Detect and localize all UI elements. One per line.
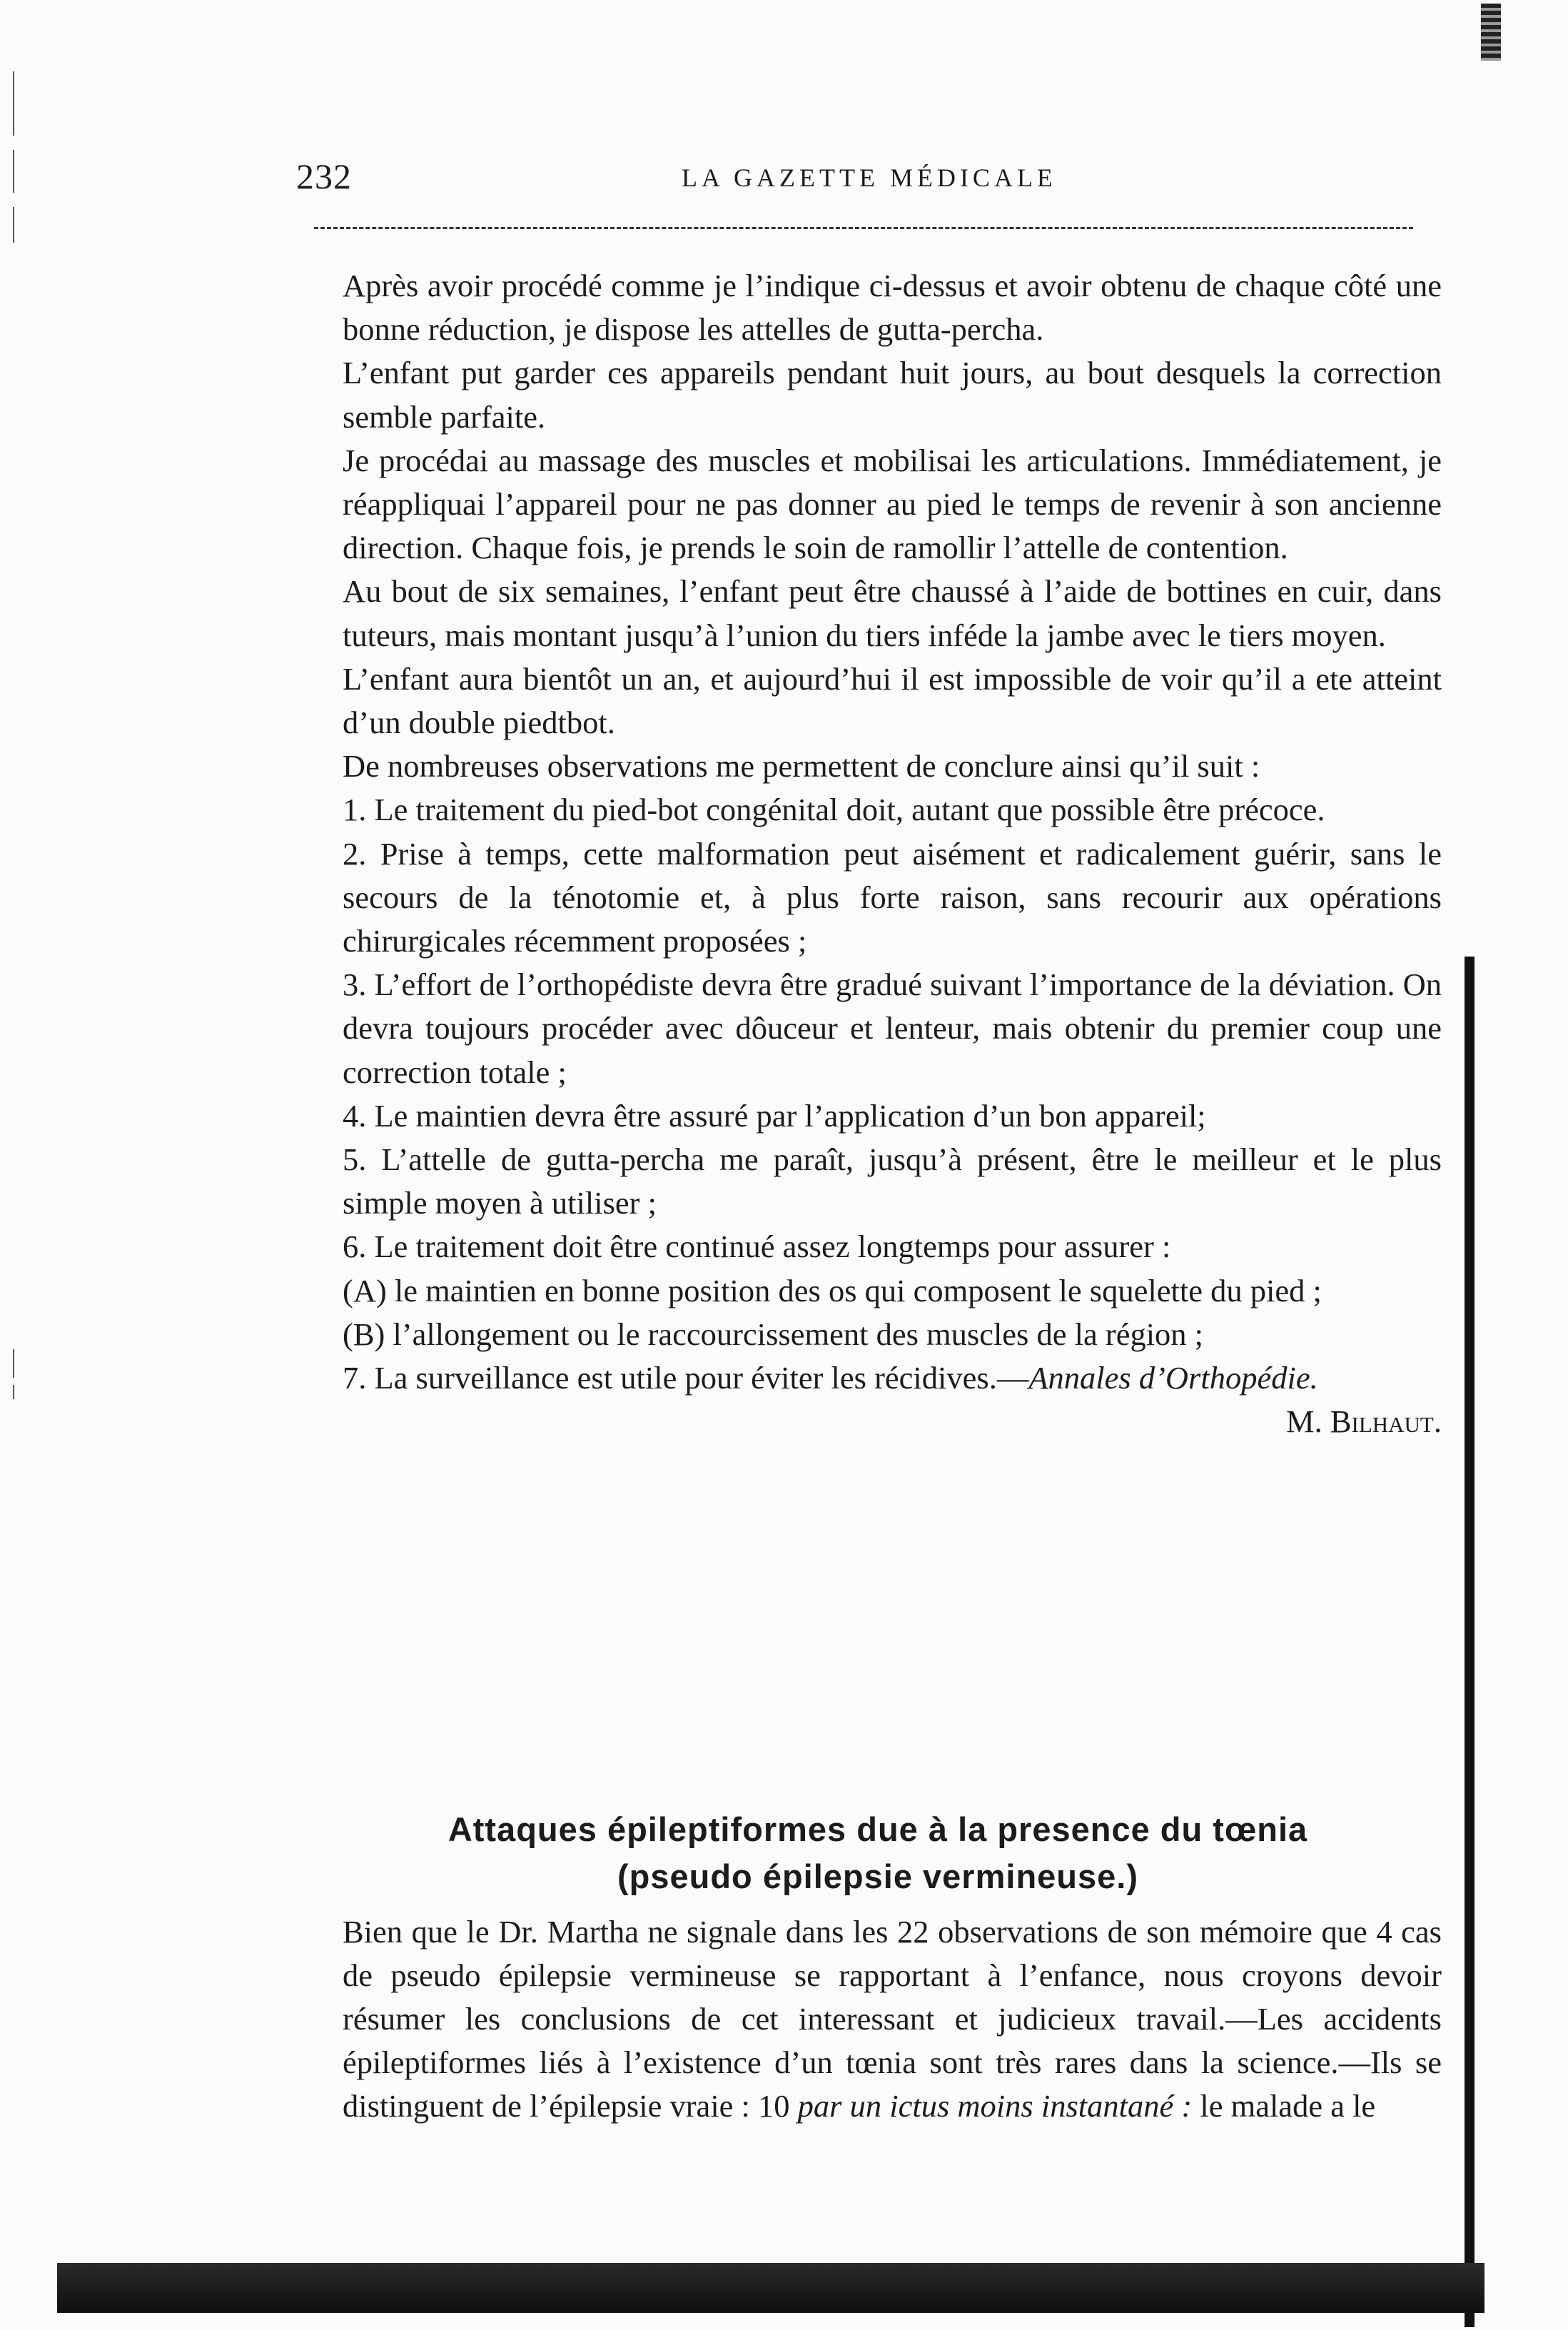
- edge-mark: [13, 71, 14, 136]
- section-body-end: le malade a le: [1192, 2088, 1376, 2124]
- list-item: 5. L’attelle de gutta-percha me paraît, jusqu’à présent, être le meilleur et le plus simple moyen à utiliser ;: [343, 1141, 1442, 1221]
- list-item: 4. Le maintien devra être assuré par l’application d’un bon appareil;: [343, 1097, 1206, 1134]
- list-item: 3. L’effort de l’orthopédiste devra être gradué suivant l’importance de la déviation. On devra toujours procéder avec dôuceur et lenteur, mais obtenir du premier coup une correction totale ;: [343, 967, 1442, 1090]
- list-item: 6. Le traitement doit être continué assez longtemps pour assurer :: [343, 1229, 1171, 1265]
- section-body-italic: par un ictus moins instantané :: [797, 2088, 1193, 2124]
- sub-list-item: (B) l’allongement ou le raccourcissement des muscles de la région ;: [343, 1316, 1204, 1352]
- edge-mark: [13, 1349, 14, 1378]
- section-body: [343, 1910, 1442, 2128]
- scan-artifact-top-right: [1481, 4, 1501, 61]
- sub-list-item: (A) le maintien en bonne position des os qui composent le squelette du pied ;: [343, 1272, 1322, 1308]
- page-number: 232: [296, 156, 352, 196]
- running-title: LA GAZETTE MÉDICALE: [682, 163, 1057, 192]
- paragraph: Après avoir procédé comme je l’indique ci-dessus et avoir obtenu de chaque côté une bonne réduction, je dispose les attelles de gutta-percha.: [343, 268, 1442, 348]
- source-citation: Annales d’Orthopédie.: [1028, 1360, 1318, 1396]
- paragraph: L’enfant aura bientôt un an, et aujourd’hui il est impossible de voir qu’il a ete atteint d’un double piedtbot.: [343, 660, 1442, 741]
- paragraph: De nombreuses observations me permettent de conclure ainsi qu’il suit :: [343, 748, 1260, 785]
- last-item-text: 7. La surveillance est utile pour éviter les récidives.—: [343, 1360, 1029, 1396]
- list-item-last: [343, 1356, 1442, 1440]
- paragraph: Au bout de six semaines, l’enfant peut être chaussé à l’aide de bottines en cuir, dans tuteurs, mais montant jusqu’à l’union du tiers inféde la jambe avec le tiers moyen.: [343, 573, 1442, 653]
- list-item: 2. Prise à temps, cette malformation peut aisément et radicalement guérir, sans le secours de la ténotomie et, à plus forte raison, sans recourir aux opérations chirurgicales récemment proposées ;: [343, 835, 1442, 959]
- section-body-start: Bien que le Dr. Martha ne signale dans les 22 observations de son mémoire que 4 cas de pseudo épilepsie vermineuse se rapportant à l’enfance, nous croyons devoir résumer les conclusions de cet interessant et judicieux travail.—Les accidents épileptiformes liés à l’existence d’un tœnia sont très rares dans la science.—Ils se distinguent de l’épilepsie vraie : 10: [343, 1914, 1442, 2124]
- scan-artifact-left-edge: [6, 43, 21, 1685]
- header-rule: [314, 227, 1413, 229]
- edge-mark: [13, 150, 14, 193]
- list-item: 1. Le traitement du pied-bot congénital doit, autant que possible être précoce.: [343, 792, 1325, 828]
- edge-mark: [13, 1385, 14, 1399]
- section-title-line-1: Attaques épileptiformes due à la presence du tœnia: [447, 1810, 1308, 1848]
- edge-mark: [13, 207, 14, 243]
- scan-artifact-bottom-border: [57, 2263, 1484, 2313]
- section-title: [314, 1806, 1442, 1900]
- running-head: [296, 156, 1417, 206]
- paragraph: L’enfant put garder ces appareils pendant huit jours, au bout desquels la correction semble parfaite.: [343, 355, 1442, 435]
- scan-artifact-right-border: [1465, 957, 1475, 2327]
- author-signature: M. Bilhaut.: [1286, 1403, 1442, 1440]
- paragraph: Je procédai au massage des muscles et mobilisai les articulations. Immédiatement, je réappliquai l’appareil pour ne pas donner au pied le temps de revenir à son ancienne direction. Chaque fois, je prends le soin de ramollir l’attelle de contention.: [343, 442, 1442, 566]
- paragraph: [343, 1910, 1442, 2128]
- article-body: [343, 264, 1442, 1443]
- section-title-line-2: (pseudo épilepsie vermineuse.): [617, 1857, 1138, 1895]
